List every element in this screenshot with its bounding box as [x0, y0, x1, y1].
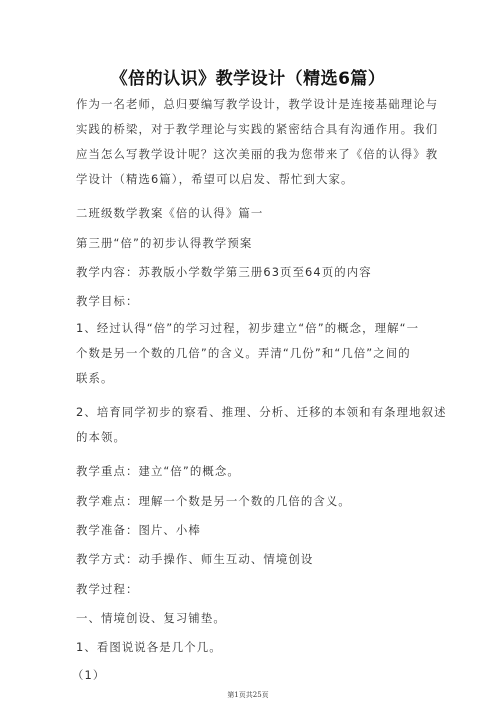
- intro-line-2: 实践的桥梁，对于教学理论与实践的紧密结合具有沟通作用。我们: [76, 122, 439, 136]
- difficulty: 教学难点：理解一个数是另一个数的几倍的含义。: [76, 494, 351, 508]
- goal-1-line-3: 联系。: [76, 371, 114, 385]
- sub-item-1: （1）: [72, 668, 106, 682]
- intro-line-4: 学设计（精选6篇），希望可以启发、帮忙到大家。: [76, 172, 354, 186]
- goal-1-line-1: 1、经过认得“倍”的学习过程，初步建立“倍”的概念，理解“一: [76, 321, 420, 335]
- step-1-1: 1、看图说说各是几个几。: [76, 640, 222, 654]
- goals-label: 教学目标：: [76, 294, 139, 308]
- teaching-content: 教学内容：苏教版小学数学第三册63页至64页的内容: [76, 265, 372, 279]
- step-1: 一、情境创设、复习铺垫。: [76, 611, 226, 625]
- plan-title: 第三册“倍”的初步认得教学预案: [76, 236, 253, 250]
- teaching-method: 教学方式：动手操作、师生互动、情境创设: [76, 552, 314, 566]
- goal-2-line-2: 的本领。: [76, 430, 126, 444]
- goal-1-line-2: 个数是另一个数的几倍”的含义。弄清“几份”和“几倍”之间的: [76, 346, 411, 360]
- intro-line-3: 应当怎么写教学设计呢？这次美丽的我为您带来了《倍的认得》教: [76, 147, 439, 161]
- intro-line-1: 作为一名老师，总归要编写教学设计，教学设计是连接基础理论与: [76, 97, 439, 111]
- section-heading: 二班级数学教案《倍的认得》篇一: [76, 206, 264, 220]
- key-point: 教学重点：建立“倍”的概念。: [76, 464, 240, 478]
- preparation: 教学准备：图片、小棒: [76, 523, 201, 537]
- page-number-footer: 第1页共25页: [227, 691, 269, 699]
- process-label: 教学过程：: [76, 582, 139, 596]
- goal-2-line-1: 2、培育同学初步的察看、推理、分析、迁移的本领和有条理地叙述: [76, 405, 447, 419]
- document-title: 《倍的认识》教学设计（精选6篇）: [110, 69, 386, 89]
